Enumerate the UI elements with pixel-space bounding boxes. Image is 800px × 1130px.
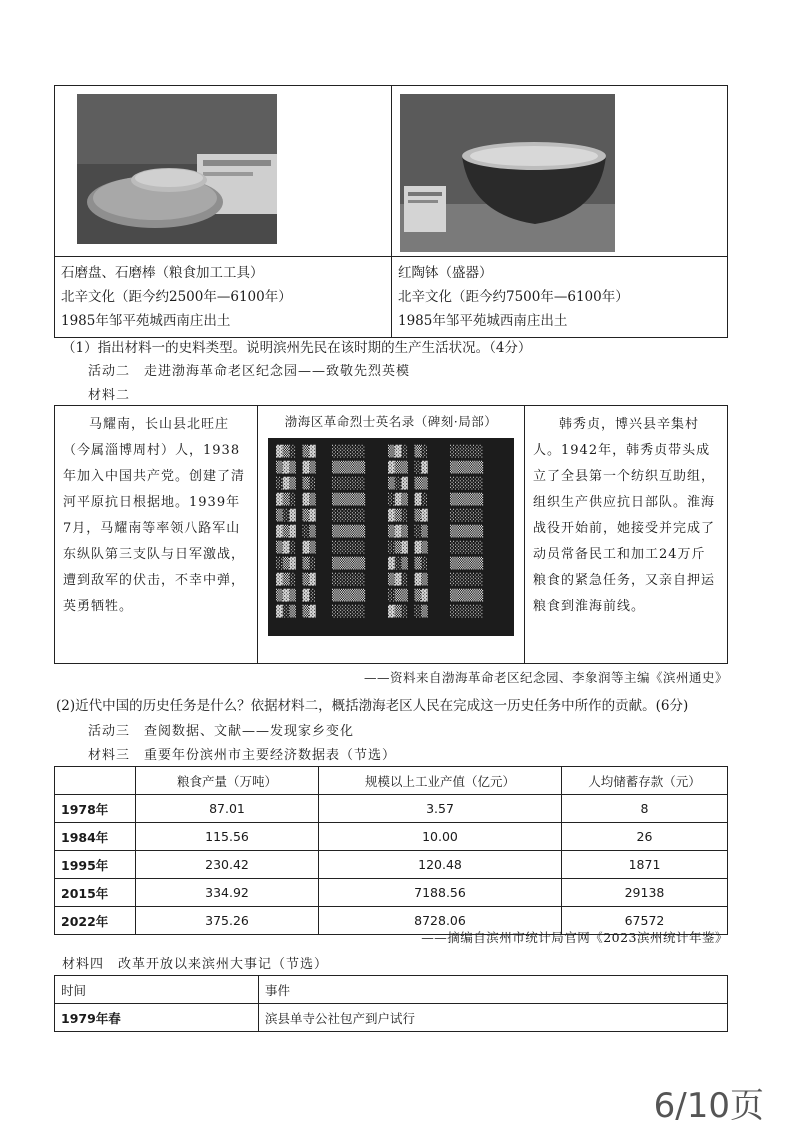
martyr-roll-stele-image: ▓▒░ ▒▓ ▒▓▒ ▓▒ ░▓▒ ▒░ ▓▒░ ▓▒ ▒░▓ ▒▓ ▓▒▓ ░▒ ▒▓░ ▓▒ ░▒▓ ▒░ ▓▒░ ▒▓ ▒▓▒ ▓░ ▓░▒ ▒▓ ░░░░░ ▒▒▒▒▒ ░░░░░ ▒▒▒▒▒ ░░░░░ ▒▒▒▒▒ ░░░░░ ▒▒▒▒▒ ░░░░░ ▒▒▒▒▒ ░░░░░ ▒▓░ ▒░ ▓▒▒ ░▓ ▒░▓ ▒▒ ░▓▒ ▓░ ▓▒░ ▒▓ ▒▓▒ ░▒ ░▒▓ ▓▒ ▓░▒ ▒░ ▒▓░ ▓▒ ░▒▒ ▒▓ ▓▒░ ░▒ ░░░░░ ▒▒▒▒▒ ░░░░░ ▒▒▒▒▒ ░░░░░ ▒▒▒▒▒ ░░░░░ ▒▒▒▒▒ ░░░░░ ▒▒▒▒▒ ░░░░░ — [268, 438, 514, 636]
material-3-source: ——摘编自滨州市统计局官网《2023滨州统计年鉴》 — [421, 930, 728, 945]
industry-cell: 8728.06 — [319, 907, 562, 935]
industry-cell: 3.57 — [319, 795, 562, 823]
table-header-row — [55, 976, 728, 1004]
table-row — [55, 851, 728, 879]
stone-mill-image — [77, 94, 277, 244]
material1-table — [54, 85, 728, 338]
savings-cell: 67572 — [562, 907, 728, 935]
material-2-source: ——资料来自渤海革命老区纪念园、李象润等主编《滨州通史》 — [363, 670, 728, 685]
table-header-row — [55, 767, 728, 795]
grain-cell: 230.42 — [136, 851, 319, 879]
red-pottery-label: 红陶钵（盛器） — [398, 265, 493, 281]
header-event: 事件 — [259, 976, 728, 1004]
grain-cell: 87.01 — [136, 795, 319, 823]
table-row — [55, 879, 728, 907]
year-cell: 1978年 — [55, 795, 136, 823]
savings-cell: 1871 — [562, 851, 728, 879]
savings-cell: 8 — [562, 795, 728, 823]
header-industry: 规模以上工业产值（亿元） — [319, 767, 562, 795]
industry-cell: 120.48 — [319, 851, 562, 879]
header-savings: 人均储蓄存款（元） — [562, 767, 728, 795]
red-pottery-caption — [392, 257, 728, 338]
stone-mill-caption — [55, 257, 392, 338]
martyr-roll-cell — [258, 406, 525, 664]
material-4-title: 材料四 改革开放以来滨州大事记（节选） — [62, 957, 329, 972]
table-row — [55, 795, 728, 823]
grain-cell: 115.56 — [136, 823, 319, 851]
material-2-label: 材料二 — [88, 388, 131, 403]
activity-3-heading: 活动三 查阅数据、文献——发现家乡变化 — [88, 724, 355, 739]
table-row — [55, 823, 728, 851]
stone-mill-culture: 北辛文化（距今约2500年—6100年） — [61, 289, 292, 305]
economic-data-table — [54, 766, 728, 935]
red-pottery-photo-cell — [392, 86, 728, 257]
grain-cell: 375.26 — [136, 907, 319, 935]
year-cell: 1995年 — [55, 851, 136, 879]
red-pottery-culture: 北辛文化（距今约7500年—6100年） — [398, 289, 629, 305]
header-blank — [55, 767, 136, 795]
stone-mill-label: 石磨盘、石磨棒（粮食加工工具） — [61, 265, 264, 281]
red-pottery-site: 1985年邹平苑城西南庄出土 — [398, 313, 568, 329]
page-number: 6/10页 — [653, 1086, 764, 1126]
table-row — [55, 1004, 728, 1032]
question-2: (2)近代中国的历史任务是什么？依据材料二，概括渤海老区人民在完成这一历史任务中所作的贡献。(6分) — [56, 698, 689, 714]
stone-mill-photo-cell — [55, 86, 392, 257]
header-grain: 粮食产量（万吨） — [136, 767, 319, 795]
year-cell: 2015年 — [55, 879, 136, 907]
martyr-roll-title: 渤海区革命烈士英名录（碑刻·局部） — [284, 414, 498, 429]
event-cell: 滨县单寺公社包产到户试行 — [259, 1004, 728, 1032]
events-table — [54, 975, 728, 1032]
activity-2-heading: 活动二 走进渤海革命老区纪念园——致敬先烈英模 — [88, 364, 411, 379]
han-xiuzhen-bio: 韩秀贞，博兴县辛集村人。1942年，韩秀贞带头成立了全县第一个纺织互助组，组织生产供应抗日部队。淮海战役开始前，她接受并完成了动员常备民工和加工24万斤粮食的紧急任务，又亲自押运粮食到淮海前线。 — [525, 406, 728, 664]
question-1: （1）指出材料一的史料类型。说明滨州先民在该时期的生产生活状况。（4分） — [62, 340, 532, 356]
industry-cell: 7188.56 — [319, 879, 562, 907]
header-time: 时间 — [55, 976, 259, 1004]
time-cell: 1979年春 — [55, 1004, 259, 1032]
material-3-title: 材料三 重要年份滨州市主要经济数据表（节选） — [88, 748, 397, 763]
industry-cell: 10.00 — [319, 823, 562, 851]
stone-mill-site: 1985年邹平苑城西南庄出土 — [61, 313, 231, 329]
grain-cell: 334.92 — [136, 879, 319, 907]
year-cell: 2022年 — [55, 907, 136, 935]
red-pottery-bowl-image — [400, 94, 615, 252]
savings-cell: 29138 — [562, 879, 728, 907]
ma-yaonan-bio: 马耀南，长山县北旺庄（今属淄博周村）人，1938年加入中国共产党。创建了清河平原抗日根据地。1939年7月，马耀南等率领八路军山东纵队第三支队与日军激战，遭到敌军的伏击，不幸中弹，英勇牺牲。 — [55, 406, 258, 664]
red-pottery-photo — [400, 94, 615, 252]
savings-cell: 26 — [562, 823, 728, 851]
stone-mill-photo — [77, 94, 277, 244]
material2-table — [54, 405, 728, 664]
year-cell: 1984年 — [55, 823, 136, 851]
